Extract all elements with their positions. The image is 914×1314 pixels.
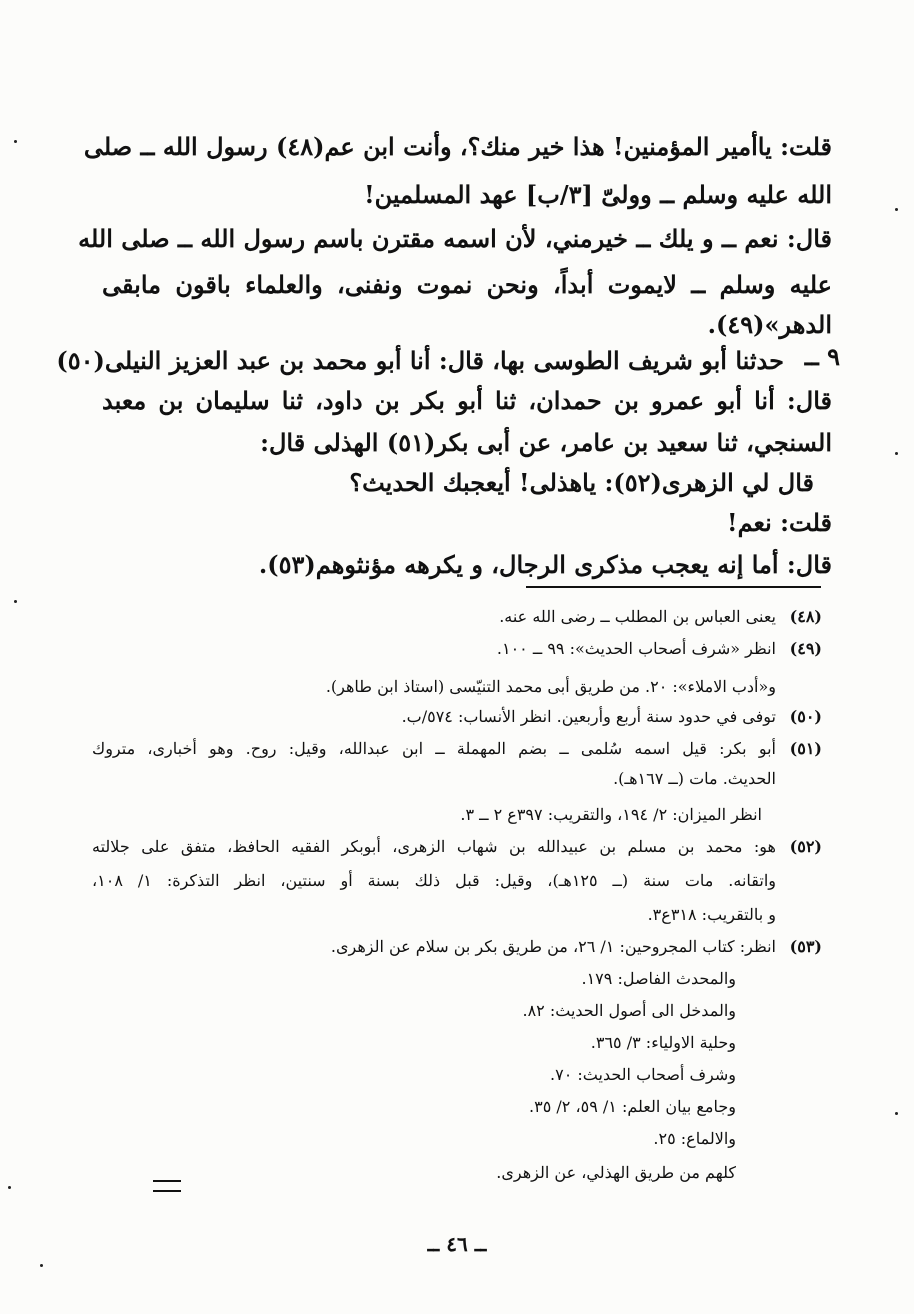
scan-speck [14,600,17,603]
text-line: قال لي الزهرى(٥٢): ياهذلى! أيعجبك الحديث؟ [349,468,814,497]
text-line: الدهر»(٤٩). [707,310,832,339]
text-line: قال: أما إنه يعجب مذكرى الرجال، و يكرهه مؤنثوهم(٥٣). [258,550,832,579]
footnote-line: و بالتقريب: ٣١٨ع٣. [647,905,776,924]
footnote-line: والمدخل الى أصول الحديث: ٨٢. [522,1001,736,1020]
text-line: الله عليه وسلم ــ وولىّ [٣/ب] عهد المسلمين! [364,180,832,209]
footnote-line: توفى في حدود سنة أربع وأربعين. انظر الأنساب: ٥٧٤/ب. [401,707,776,726]
text-line: عليه وسلم ــ لايموت أبداً، ونحن نموت ونفنى، والعلماء باقون مابقى [102,270,832,299]
scan-speck [895,452,898,455]
footnote-number: (٥١) [789,739,822,758]
footnote-number: (٥٢) [789,837,822,856]
footnote-line: انظر الميزان: ٢/ ١٩٤، والتقريب: ٣٩٧ع ٢ ــ ٣. [460,805,762,824]
double-rule-mark [153,1180,181,1192]
text-line: قال: أنا أبو عمرو بن حمدان، ثنا أبو بكر بن داود، ثنا سليمان بن معبد [102,386,832,415]
footnote-line: كلهم من طريق الهذلي، عن الزهرى. [496,1163,736,1182]
text-line: قلت: ياأمير المؤمنين! هذا خير منك؟، وأنت ابن عم(٤٨) رسول الله ــ صلى [83,132,832,161]
footnote-line: و«أدب الاملاء»: ٢٠. من طريق أبى محمد التنيّسى (استاذ ابن طاهر). [325,677,776,696]
scan-speck [40,1264,43,1267]
footnote-number: (٤٩) [789,639,822,658]
scan-speck [8,1186,11,1189]
footnote-line: وشرف أصحاب الحديث: ٧٠. [550,1065,736,1084]
footnote-line: وحلية الاولياء: ٣/ ٣٦٥. [590,1033,736,1052]
footnote-divider [526,586,821,588]
footnote-number: (٥٣) [789,937,822,956]
footnote-line: واتقانه. مات سنة (ــ ١٢٥هـ)، وقيل: قبل ذلك بسنة أو سنتين، انظر التذكرة: ١/ ١٠٨، [92,871,777,890]
footnote-line: والمحدث الفاصل: ١٧٩. [581,969,736,988]
footnote-line: والالماع: ٢٥. [653,1129,736,1148]
footnote-line: انظر «شرف أصحاب الحديث»: ٩٩ ــ ١٠٠. [496,639,776,658]
text-line: حدثنا أبو شريف الطوسى بها، قال: أنا أبو محمد بن عبد العزيز النيلى(٥٠) [56,346,784,375]
footnote-line: انظر: كتاب المجروحين: ١/ ٢٦، من طريق بكر بن سلام عن الزهرى. [330,937,776,956]
item-number: ٩ ــ [804,342,840,371]
footnote-line: وجامع بيان العلم: ١/ ٥٩، ٢/ ٣٥. [529,1097,736,1116]
footnote-line: يعنى العباس بن المطلب ــ رضى الله عنه. [499,607,776,626]
scan-speck [14,140,17,143]
text-line: السنجي، ثنا سعيد بن عامر، عن أبى بكر(٥١) الهذلى قال: [260,428,832,457]
footnote-line: أبو بكر: قيل اسمه سُلمى ــ بضم المهملة ــ ابن عبدالله، وقيل: روح. وهو أخبارى، متروك [92,739,776,758]
page-number: ــ ٤٦ ــ [427,1232,487,1256]
footnote-number: (٤٨) [789,607,822,626]
text-line: قلت: نعم! [727,508,832,537]
text-line: قال: نعم ــ و يلك ــ خيرمني، لأن اسمه مقترن باسم رسول الله ــ صلى الله [78,224,832,253]
scan-speck [895,1112,898,1115]
footnote-line: هو: محمد بن مسلم بن عبيدالله بن شهاب الزهرى، أبوبكر الفقيه الحافظ، متفق على جلالته [92,837,776,856]
footnote-number: (٥٠) [789,707,822,726]
scan-speck [895,208,898,211]
footnote-line: الحديث. مات (ــ ١٦٧هـ). [613,769,776,788]
